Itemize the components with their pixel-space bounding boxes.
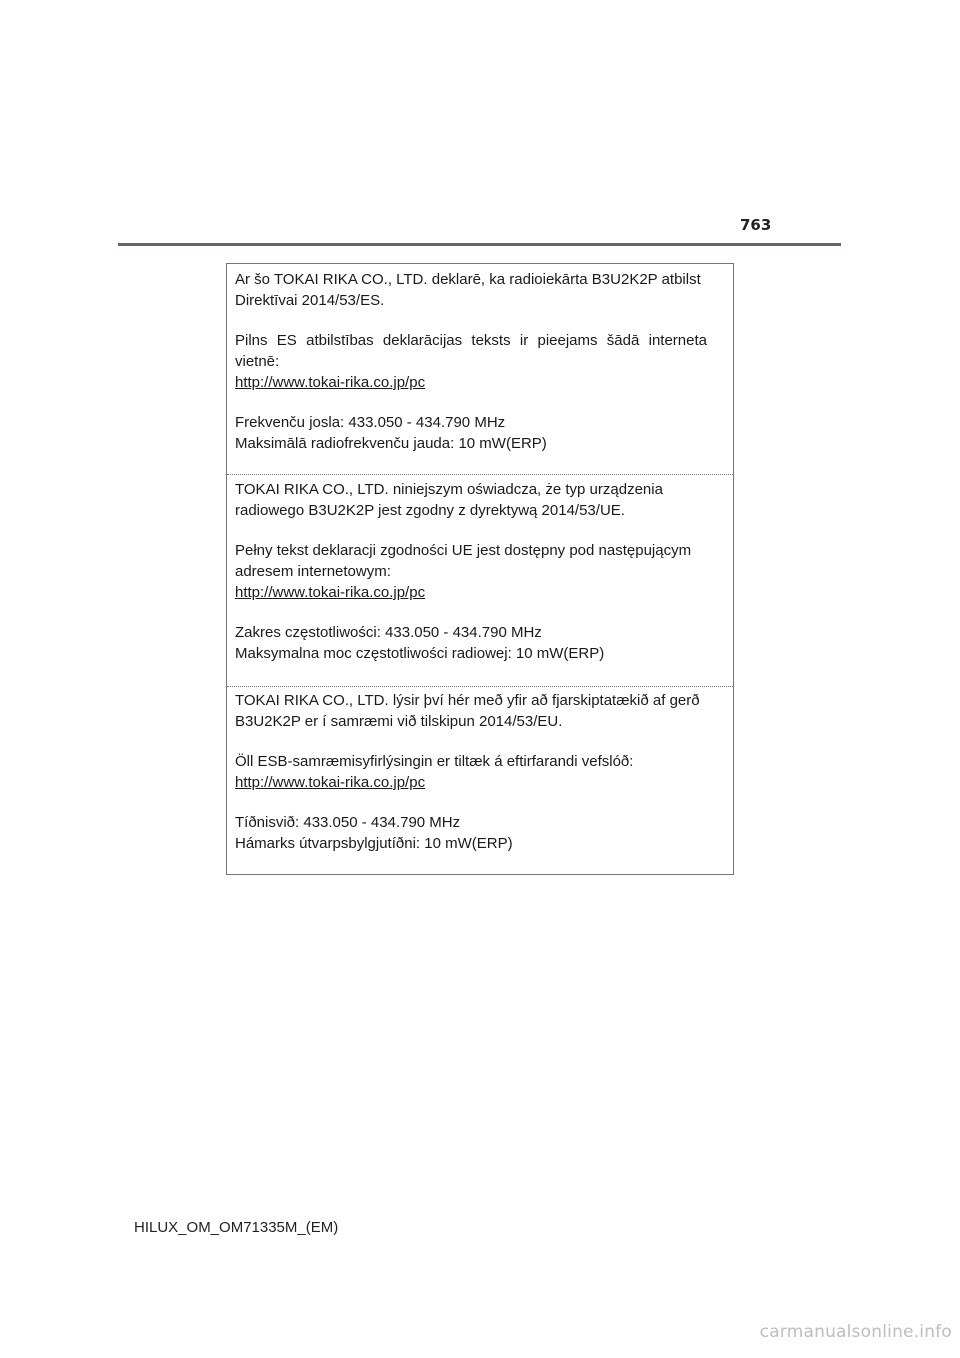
manual-code-footer: HILUX_OM_OM71335M_(EM) (134, 1219, 339, 1236)
max-power-text: Maksimālā radiofrekvenču jauda: 10 mW(ERP) (235, 435, 547, 452)
declaration-text: Pełny tekst deklaracji zgodności UE jest dostępny pod następującym (235, 542, 692, 559)
frequency-band-text: Tíðnisvið: 433.050 - 434.790 MHz (235, 814, 461, 831)
header-rule (118, 243, 841, 246)
watermark: carmanualsonline.info (759, 1322, 952, 1342)
declaration-link[interactable]: http://www.tokai-rika.co.jp/pc (235, 584, 426, 601)
declaration-section-icelandic (227, 686, 733, 876)
declaration-text: B3U2K2P er í samræmi við tilskipun 2014/53/EU. (235, 713, 563, 730)
max-power-text: Maksymalna moc częstotliwości radiowej: 10 mW(ERP) (235, 645, 605, 662)
frequency-band-text: Frekvenču josla: 433.050 - 434.790 MHz (235, 414, 506, 431)
declaration-link[interactable]: http://www.tokai-rika.co.jp/pc (235, 374, 426, 391)
max-power-text: Hámarks útvarpsbylgjutíðni: 10 mW(ERP) (235, 835, 513, 852)
declaration-link[interactable]: http://www.tokai-rika.co.jp/pc (235, 774, 426, 791)
declaration-text: Pilns ES atbilstības deklarācijas teksts ir pieejams šādā interneta (235, 332, 707, 349)
page-number: 763 (740, 216, 772, 234)
declaration-text: Öll ESB-samræmisyfirlýsingin er tiltæk á eftirfarandi vefslóð: (235, 753, 634, 770)
declaration-section-latvian (227, 264, 733, 474)
declaration-text: TOKAI RIKA CO., LTD. lýsir því hér með yfir að fjarskiptatækið af gerð (235, 692, 700, 709)
declaration-text: Ar šo TOKAI RIKA CO., LTD. deklarē, ka radioiekārta B3U2K2P atbilst (235, 271, 701, 288)
declaration-text: Direktīvai 2014/53/ES. (235, 292, 385, 309)
declaration-text: vietnē: (235, 353, 280, 370)
declaration-text: TOKAI RIKA CO., LTD. niniejszym oświadcza, że typ urządzenia (235, 481, 663, 498)
declaration-text: adresem internetowym: (235, 563, 391, 580)
declaration-section-polish (227, 474, 733, 686)
frequency-band-text: Zakres częstotliwości: 433.050 - 434.790 MHz (235, 624, 542, 641)
declaration-text: radiowego B3U2K2P jest zgodny z dyrektywą 2014/53/UE. (235, 502, 625, 519)
declaration-box (226, 263, 734, 875)
